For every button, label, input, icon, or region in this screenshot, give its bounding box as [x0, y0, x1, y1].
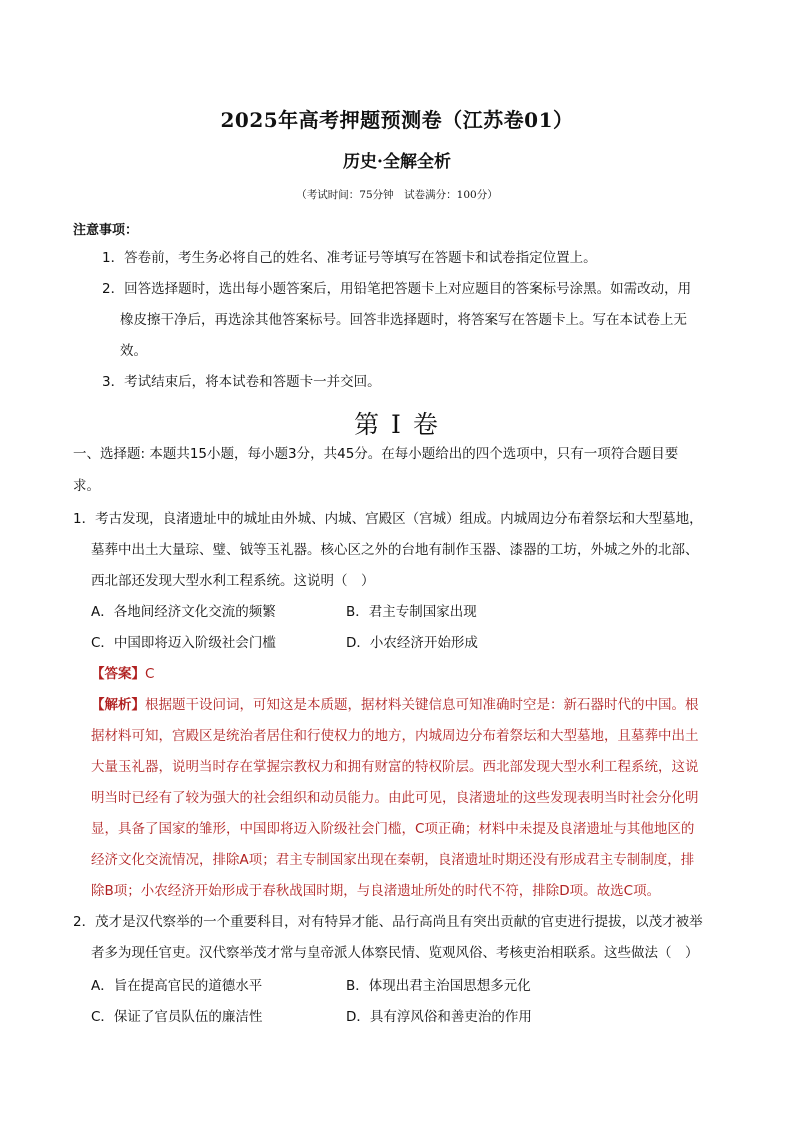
answer-value: C [145, 666, 155, 682]
question-1-stem: 1．考古发现，良渚遗址中的城址由外城、内城、宫殿区（宫城）组成。内城周边分布着祭坛和大型墓地， [73, 511, 703, 527]
question-1-analysis [91, 696, 699, 714]
question-1-option-c: C．中国即将迈入阶级社会门槛 [91, 635, 276, 651]
note-line: 橡皮擦干净后，再选涂其他答案标号。回答非选择题时，将答案写在答题卡上。写在本试卷上无 [120, 312, 687, 328]
question-2-option-b: B．体现出君主治国思想多元化 [346, 978, 531, 994]
question-2-stem: 2．茂才是汉代察举的一个重要科目，对有特异才能、品行高尚且有突出贡献的官吏进行提拔，以茂才被举 [73, 914, 703, 930]
question-1-stem: 西北部还发现大型水利工程系统。这说明（ ） [91, 573, 375, 589]
page-title: 2025年高考押题预测卷（江苏卷01） [220, 108, 574, 132]
analysis-text: 经济文化交流情况，排除A项；君主专制国家出现在秦朝，良渚遗址时期还没有形成君主专制制度，排 [91, 852, 695, 868]
question-1-option-a: A．各地间经济文化交流的频繁 [91, 604, 276, 620]
section-instructions: 求。 [73, 478, 100, 494]
question-1-option-b: B．君主专制国家出现 [346, 604, 477, 620]
question-1-stem: 墓葬中出土大量琮、璧、钺等玉礼器。核心区之外的台地有制作玉器、漆器的工坊，外城之外的北部、 [91, 542, 699, 558]
section-title: 第 I 卷 [354, 410, 440, 439]
analysis-text: 根据题干设问词，可知这是本质题，据材料关键信息可知准确时空是：新石器时代的中国。根 [145, 697, 699, 713]
note-line: 效。 [120, 343, 147, 359]
analysis-text: 据材料可知，宫殿区是统治者居住和行使权力的地方，内城周边分布着祭坛和大型墓地，且墓葬中出土 [91, 728, 699, 744]
question-2-stem: 者多为现任官吏。汉代察举茂才常与皇帝派人体察民情、览观风俗、考核吏治相联系。这些做法（ ） [91, 945, 699, 961]
note-line: 2．回答选择题时，选出每小题答案后，用铅笔把答题卡上对应题目的答案标号涂黑。如需改动，用 [102, 281, 692, 297]
note-line: 3．考试结束后，将本试卷和答题卡一并交回。 [102, 374, 381, 390]
question-2-option-c: C．保证了官员队伍的廉洁性 [91, 1009, 263, 1025]
question-1-option-d: D．小农经济开始形成 [346, 635, 478, 651]
analysis-text: 明当时已经有了较为强大的社会组织和动员能力。由此可见，良渚遗址的这些发现表明当时社会分化明 [91, 790, 699, 806]
exam-meta: （考试时间：75分钟 试卷满分：100分） [296, 189, 498, 201]
note-line: 1．答卷前，考生务必将自己的姓名、准考证号等填写在答题卡和试卷指定位置上。 [102, 250, 597, 266]
answer-label: 【答案】 [91, 666, 145, 682]
question-2-option-d: D．具有淳风俗和善吏治的作用 [346, 1009, 532, 1025]
page-subtitle: 历史·全解全析 [343, 152, 451, 172]
notes-heading: 注意事项： [73, 223, 139, 238]
analysis-text: 大量玉礼器，说明当时存在掌握宗教权力和拥有财富的特权阶层。西北部发现大型水利工程系统，这说 [91, 759, 699, 775]
section-instructions: 一、选择题: 本题共15小题，每小题3分，共45分。在每小题给出的四个选项中，只有一项符合题目要 [73, 446, 679, 462]
question-1-answer [91, 665, 154, 683]
analysis-text: 显，具备了国家的雏形，中国即将迈入阶级社会门槛，C项正确；材料中未提及良渚遗址与其他地区的 [91, 821, 695, 837]
analysis-label: 【解析】 [91, 697, 145, 713]
question-2-option-a: A．旨在提高官民的道德水平 [91, 978, 263, 994]
analysis-text: 除B项；小农经济开始形成于春秋战国时期，与良渚遗址所处的时代不符，排除D项。故选C项。 [91, 883, 661, 899]
